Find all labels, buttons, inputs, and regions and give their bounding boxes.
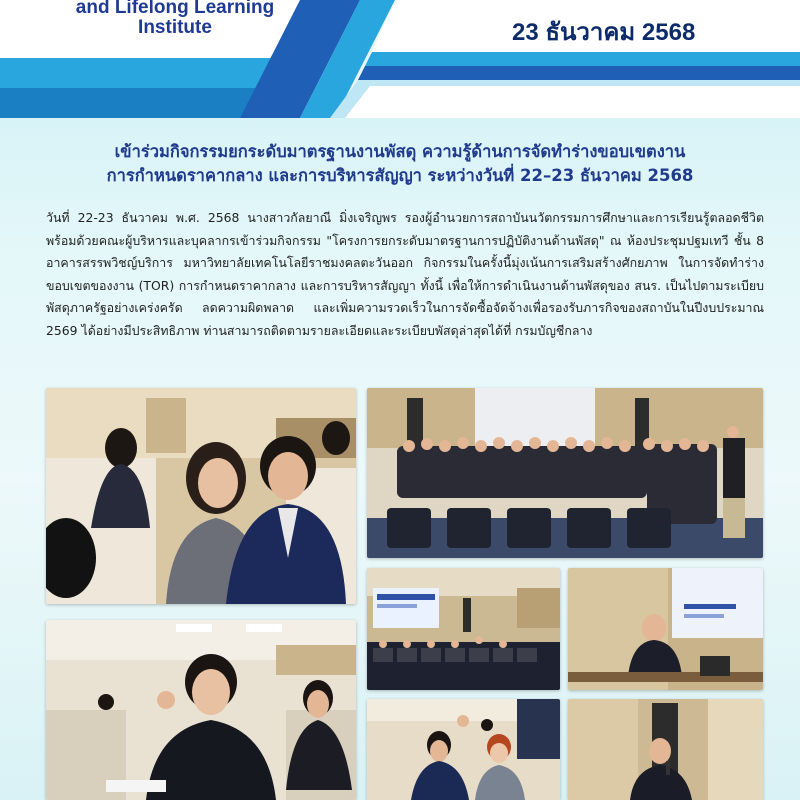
photo-presentation-screen (367, 568, 560, 690)
photo-seated-women (46, 620, 356, 800)
photo-speaker-table (568, 568, 763, 690)
title-line-1: เข้าร่วมกิจกรรมยกระดับมาตรฐานงานพัสดุ ความรู้ด้านการจัดทำร่างขอบเขตงาน (114, 142, 686, 161)
article-title (20, 140, 780, 188)
photo-audience (367, 699, 560, 800)
org-line-1: and Lifelong Learning (75, 0, 275, 18)
organization-name (60, 0, 290, 38)
org-line-2: Institute (138, 17, 212, 38)
photo-group (367, 388, 763, 558)
header-date: 23 ธันวาคม 2568 (512, 19, 696, 46)
article-body: วันที่ 22-23 ธันวาคม พ.ศ. 2568 นางสาวกัลยาณี มิ่งเจริญพร รองผู้อำนวยการสถาบันนวัตกรรมการศึกษาและการเรียนรู้ตลอดชีวิต พร้อมด้วยคณะผู้บริหารและบุคลากรเข้าร่วมกิจกรรม "โครงการยกระดับมาตรฐานการปฏิบัติงานด้านพัสดุ" ณ ห้องประชุมปฐมเทวี ชั้น 8 อาคารสรรพวิชญ์บริการ มหาวิทยาลัยเทคโนโลยีราชมงคลตะวันออก กิจกรรมในครั้งนี้มุ่งเน้นการเสริมสร้างศักยภาพ ในการจัดทำร่างขอบเขตของงาน (TOR) การกำหนดราคากลาง และการบริหารสัญญา ทั้งนี้ เพื่อให้การดำเนินงานด้านพัสดุของ สนร. เป็นไปตามระเบียบพัสดุภาครัฐอย่างเคร่งครัด ลดความผิดพลาด และเพิ่มความรวดเร็วในการจัดซื้อจัดจ้างเพื่อรองรับภารกิจของสถาบันในปีงบประมาณ 2569 ได้อย่างมีประสิทธิภาพ ท่านสามารถติดตามรายละเอียดและระเบียบพัสดุล่าสุดได้ที่ กรมบัญชีกลาง (46, 210, 764, 338)
title-line-2: การกำหนดราคากลาง และการบริหารสัญญา ระหว่างวันที่ 22–23 ธันวาคม 2568 (106, 166, 694, 185)
photo-speaker-microphone (568, 699, 763, 800)
header-banner (0, 0, 800, 118)
photo-seated-pair (46, 388, 356, 604)
